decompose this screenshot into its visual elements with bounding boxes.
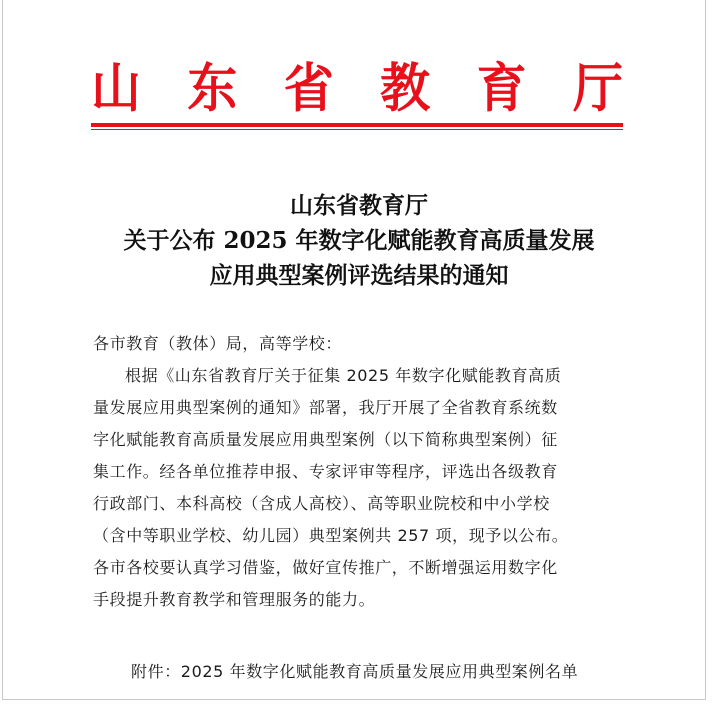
paragraph-line: 行政部门、本科高校（含成人高校）、高等职业院校和中小学校 (93, 494, 550, 513)
letterhead-char: 省 (283, 56, 334, 119)
paragraph-line: 字化赋能教育高质量发展应用典型案例（以下简称典型案例）征 (93, 430, 558, 449)
letterhead-char: 教 (380, 56, 431, 119)
document-body (93, 328, 625, 616)
paragraph-line: 手段提升教育教学和管理服务的能力。 (93, 590, 376, 609)
letterhead-char: 山 (91, 56, 141, 119)
letterhead-rule-thick (91, 123, 623, 127)
paragraph-line: 各市各校要认真学习借鉴，做好宣传推广，不断增强运用数字化 (93, 558, 558, 577)
title-line-2: 关于公布 2025 年数字化赋能教育高质量发展 (123, 227, 595, 254)
paragraph-line: （含中等职业学校、幼儿园）典型案例共 257 项，现予以公布。 (93, 526, 569, 545)
attachment-note: 附件：2025 年数字化赋能教育高质量发展应用典型案例名单 (131, 662, 579, 681)
title-line-3: 应用典型案例评选结果的通知 (209, 262, 509, 289)
letterhead-char: 厅 (572, 56, 623, 119)
paragraph-line: 量发展应用典型案例的通知》部署，我厅开展了全省教育系统数 (93, 398, 558, 417)
letterhead-title (91, 56, 623, 120)
paragraph-line: 根据《山东省教育厅关于征集 2025 年数字化赋能教育高质 (125, 366, 562, 385)
letterhead-char: 东 (187, 56, 238, 119)
paragraph-line: 集工作。经各单位推荐申报、专家评审等程序，评选出各级教育 (93, 462, 558, 481)
letterhead-char: 育 (476, 56, 527, 119)
document-title (63, 188, 655, 293)
document-page (2, 0, 706, 700)
salutation: 各市教育（教体）局，高等学校： (93, 334, 343, 353)
title-line-1: 山东省教育厅 (290, 192, 428, 219)
letterhead-rule-thin (91, 129, 623, 130)
